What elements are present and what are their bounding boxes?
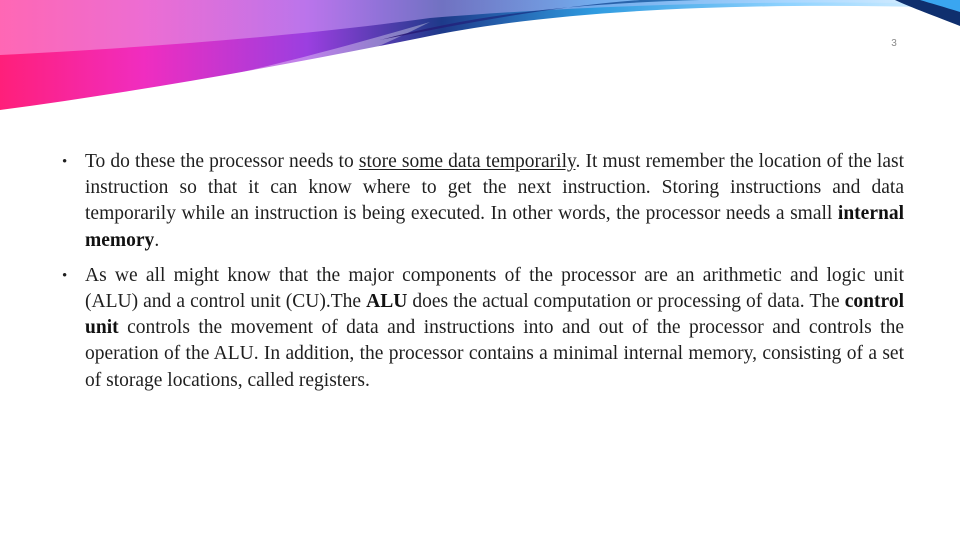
bullet-text: .: [154, 229, 160, 251]
bold-term: ALU: [366, 291, 408, 313]
bullet-item: [62, 149, 904, 254]
bullet-text: To do these the processor needs to: [85, 151, 359, 172]
page-number: 3: [891, 38, 897, 49]
bullet-text: . It must remember the location of the last instruction so that it can know where to get the next instruction. Storing instructions and data temporarily while an instruction is being executed. In other words, the processor needs a small: [85, 151, 905, 225]
bullet-item: [62, 263, 904, 394]
bold-term: control unit: [85, 291, 904, 339]
slide-body: [62, 149, 904, 403]
bold-term: internal memory: [85, 203, 904, 251]
underlined-phrase: store some data temporarily: [358, 151, 576, 172]
bullet-text: controls the movement of data and instructions into and out of the processor and controls the operation of the ALU. In addition, the processor contains a minimal internal memory, consisting of a set of storage locations, called registers.: [85, 317, 904, 391]
bullet-dot-icon: •: [62, 154, 68, 170]
bullet-text: As we all might know that the major components of the processor are an arithmetic and logic unit (ALU) and a control unit (CU).The: [85, 264, 904, 313]
bullet-text: does the actual computation or processing of data. The: [407, 291, 845, 313]
header-swoosh-decoration: [0, 0, 960, 130]
bullet-dot-icon: •: [62, 267, 68, 284]
